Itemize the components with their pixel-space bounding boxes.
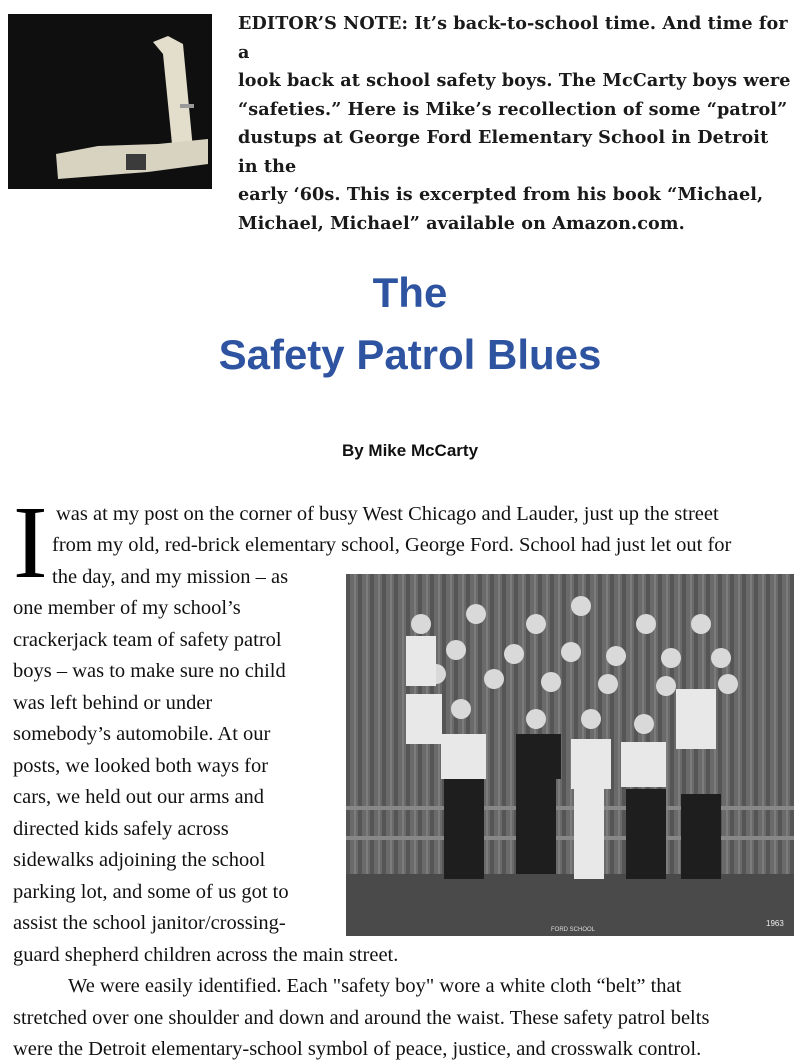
drop-cap: I	[13, 485, 48, 600]
body-line: crackerjack team of safety patrol	[13, 629, 282, 651]
body-line: somebody’s automobile. At our	[13, 723, 271, 745]
body-line: boys – was to make sure no child	[13, 660, 286, 682]
body-line: We were easily identified. Each "safety boy" wore a white cloth “belt” that	[68, 975, 682, 997]
editor-note-line: “safeties.” Here is Mike’s recollection of some “patrol”	[238, 98, 788, 120]
body-line: was left behind or under	[13, 692, 213, 714]
body-line: directed kids safely across	[13, 818, 229, 840]
body-line: sidewalks adjoining the school	[13, 849, 266, 871]
article-title	[0, 262, 796, 386]
body-line: posts, we looked both ways for	[13, 755, 269, 777]
editor-note	[238, 10, 794, 238]
safety-patrol-class-photo	[346, 574, 794, 936]
editor-note-line: look back at school safety boys. The McCarty boys were	[238, 70, 791, 91]
body-line: parking lot, and some of us got to	[13, 881, 289, 903]
editor-note-line: dustups at George Ford Elementary School in Detroit in the	[238, 127, 769, 177]
body-line: was at my post on the corner of busy West Chicago and Lauder, just up the street	[56, 503, 719, 525]
photo-caption: FORD SCHOOL	[551, 927, 596, 933]
body-line: cars, we held out our arms and	[13, 786, 265, 808]
body-line: guard shepherd children across the main street.	[13, 944, 399, 966]
body-line: the day, and my mission – as	[52, 566, 289, 588]
body-line: one member of my school’s	[13, 597, 241, 619]
editor-note-line: Michael, Michael” available on Amazon.com.	[238, 212, 685, 234]
body-line: assist the school janitor/crossing-	[13, 912, 286, 934]
body-line: stretched over one shoulder and down and around the waist. These safety patrol belts	[13, 1007, 710, 1029]
body-line: from my old, red-brick elementary school, George Ford. School had just let out for	[52, 534, 732, 556]
editor-note-line: EDITOR’S NOTE: It’s back-to-school time. And time for a	[238, 13, 788, 63]
byline: By Mike McCarty	[341, 441, 479, 460]
body-line: were the Detroit elementary-school symbol of peace, justice, and crosswalk control.	[13, 1038, 702, 1060]
title-line-2: Safety Patrol Blues	[218, 331, 602, 378]
photo-year: 1963	[766, 919, 784, 928]
editor-note-line: early ‘60s. This is excerpted from his book “Michael,	[238, 184, 764, 205]
safety-belt-photo	[8, 14, 212, 189]
title-line-1: The	[372, 269, 448, 316]
